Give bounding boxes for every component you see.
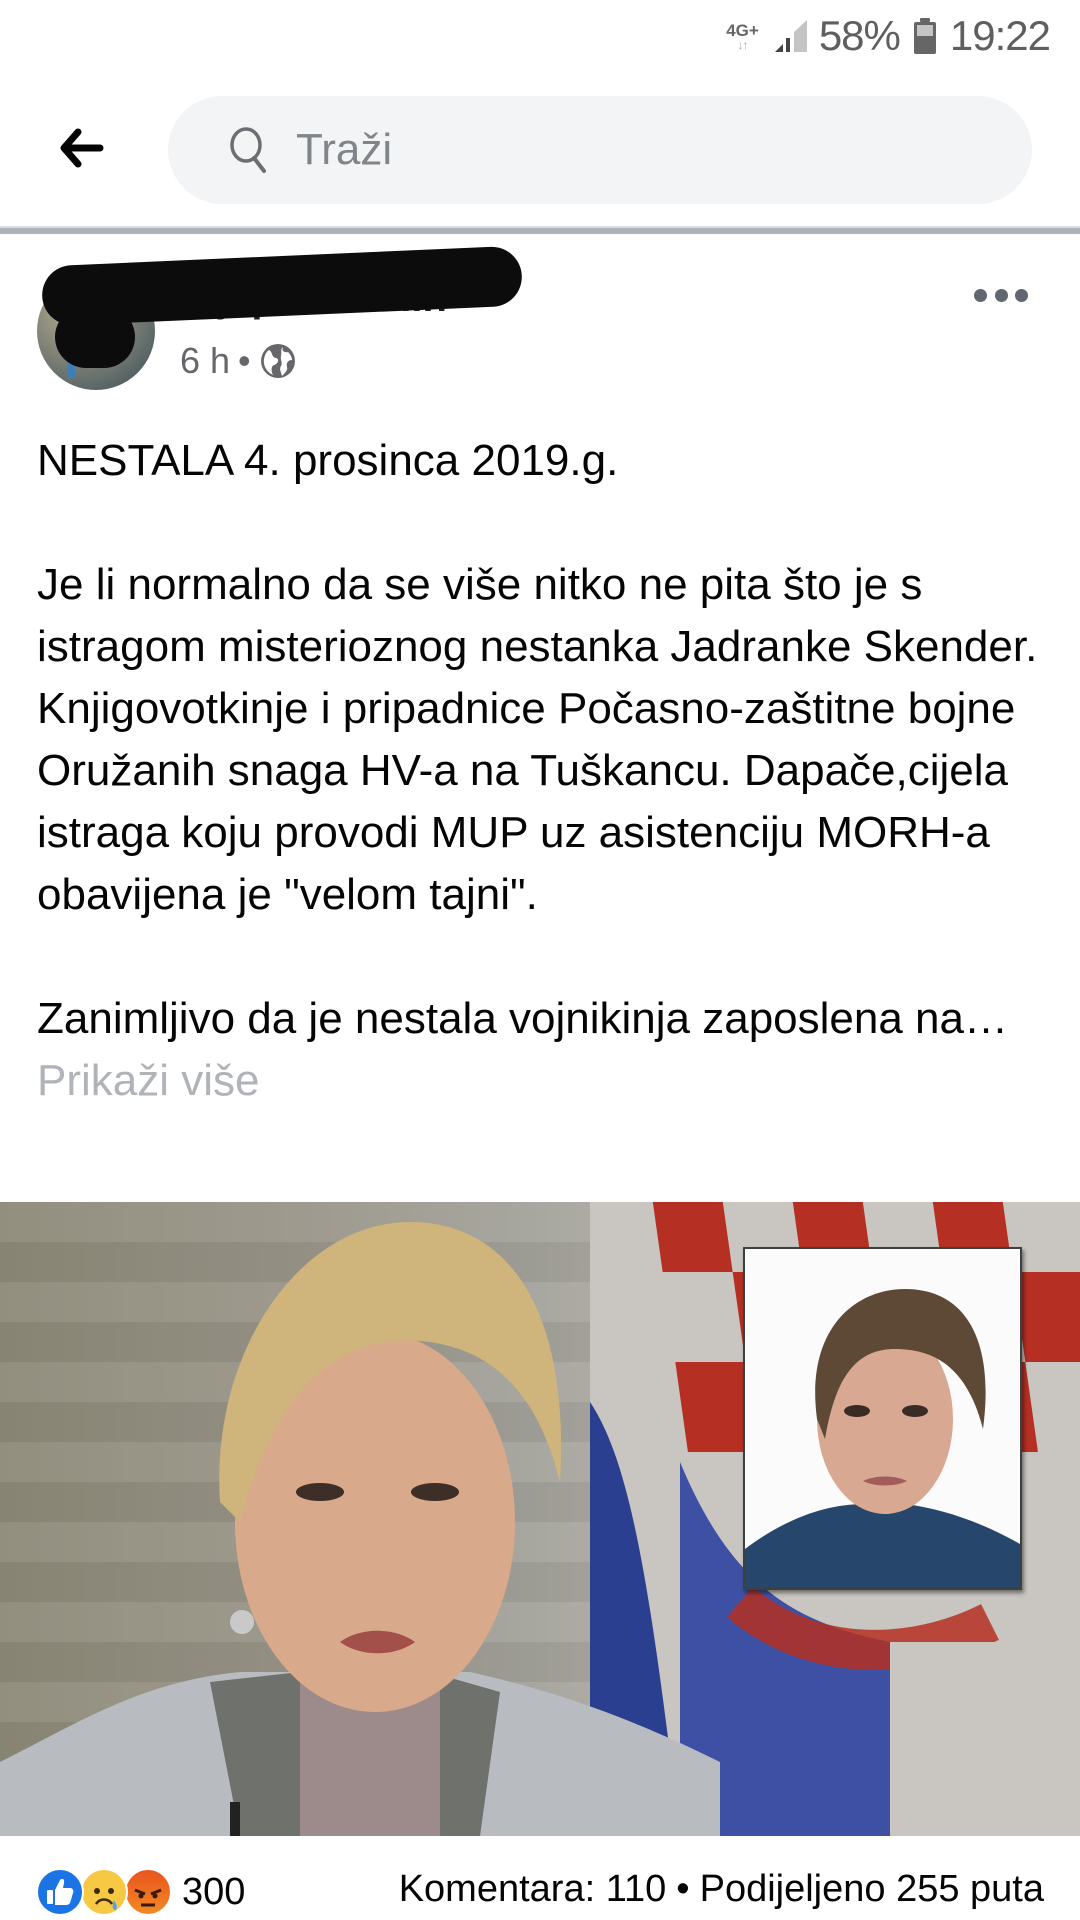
post-paragraph-truncated [37, 988, 1047, 1112]
angry-icon [124, 1868, 172, 1916]
missing-person-portrait [745, 1249, 1020, 1588]
signal-strength-icon [773, 18, 809, 54]
more-dot [995, 289, 1008, 302]
comments-count-link[interactable]: Komentara: 110 [398, 1868, 667, 1910]
redaction-mark-avatar [55, 306, 135, 368]
battery-percent: 58% [818, 12, 900, 59]
network-indicator [726, 22, 759, 51]
reaction-count: 300 [182, 1870, 246, 1913]
engagement-counts [399, 1868, 1044, 1911]
back-button[interactable] [50, 122, 112, 174]
see-more-link[interactable]: Prikaži više [37, 1056, 260, 1105]
post-meta [180, 340, 297, 382]
arrow-left-icon [58, 128, 104, 168]
top-nav [0, 72, 1080, 226]
post-truncated-text: Zanimljivo da je nestala vojnikinja zaposlena na… [37, 994, 1008, 1043]
post-paragraph: Je li normalno da se više nitko ne pita što je s istragom misterioznog nestanka Jadranke Skender. Knjigovotkinje i pripadnice Počasno-zaštitne bojne Oružanih snaga HV-a na Tuškancu. Dapače,cijela istraga koju provodi MUP uz asistenciju MORH-a obavijena je "velom tajni". [37, 560, 1038, 919]
post-timestamp[interactable]: 6 h [180, 340, 231, 381]
post-text [37, 430, 1047, 1112]
post-footer [0, 1868, 1080, 1920]
main-person-photo [0, 1202, 720, 1836]
network-type: 4G+ [726, 20, 759, 40]
more-dot [1015, 289, 1028, 302]
post-image[interactable] [0, 1202, 1080, 1836]
reactions-summary[interactable] [36, 1868, 245, 1916]
like-icon [36, 1868, 84, 1916]
clock: 19:22 [949, 12, 1050, 59]
meta-separator: • [238, 340, 251, 381]
search-bar[interactable] [168, 96, 1032, 204]
battery-icon [914, 18, 936, 54]
globe-icon [259, 342, 297, 380]
status-bar [0, 0, 1080, 72]
search-icon [226, 125, 276, 175]
status-indicators [726, 10, 1050, 62]
post-paragraph: NESTALA 4. prosinca 2019.g. [37, 436, 619, 485]
sad-icon [80, 1868, 128, 1916]
search-input[interactable] [296, 125, 996, 175]
data-arrows-icon: ↓↑ [737, 37, 748, 52]
more-options-button[interactable] [974, 280, 1028, 310]
post-header [0, 234, 1080, 414]
shares-count-link[interactable]: Podijeljeno 255 puta [699, 1868, 1044, 1910]
header-divider [0, 226, 1080, 234]
inset-portrait-photo [743, 1247, 1022, 1590]
more-horizontal-icon [974, 289, 987, 302]
engagement-separator: • [676, 1868, 690, 1910]
